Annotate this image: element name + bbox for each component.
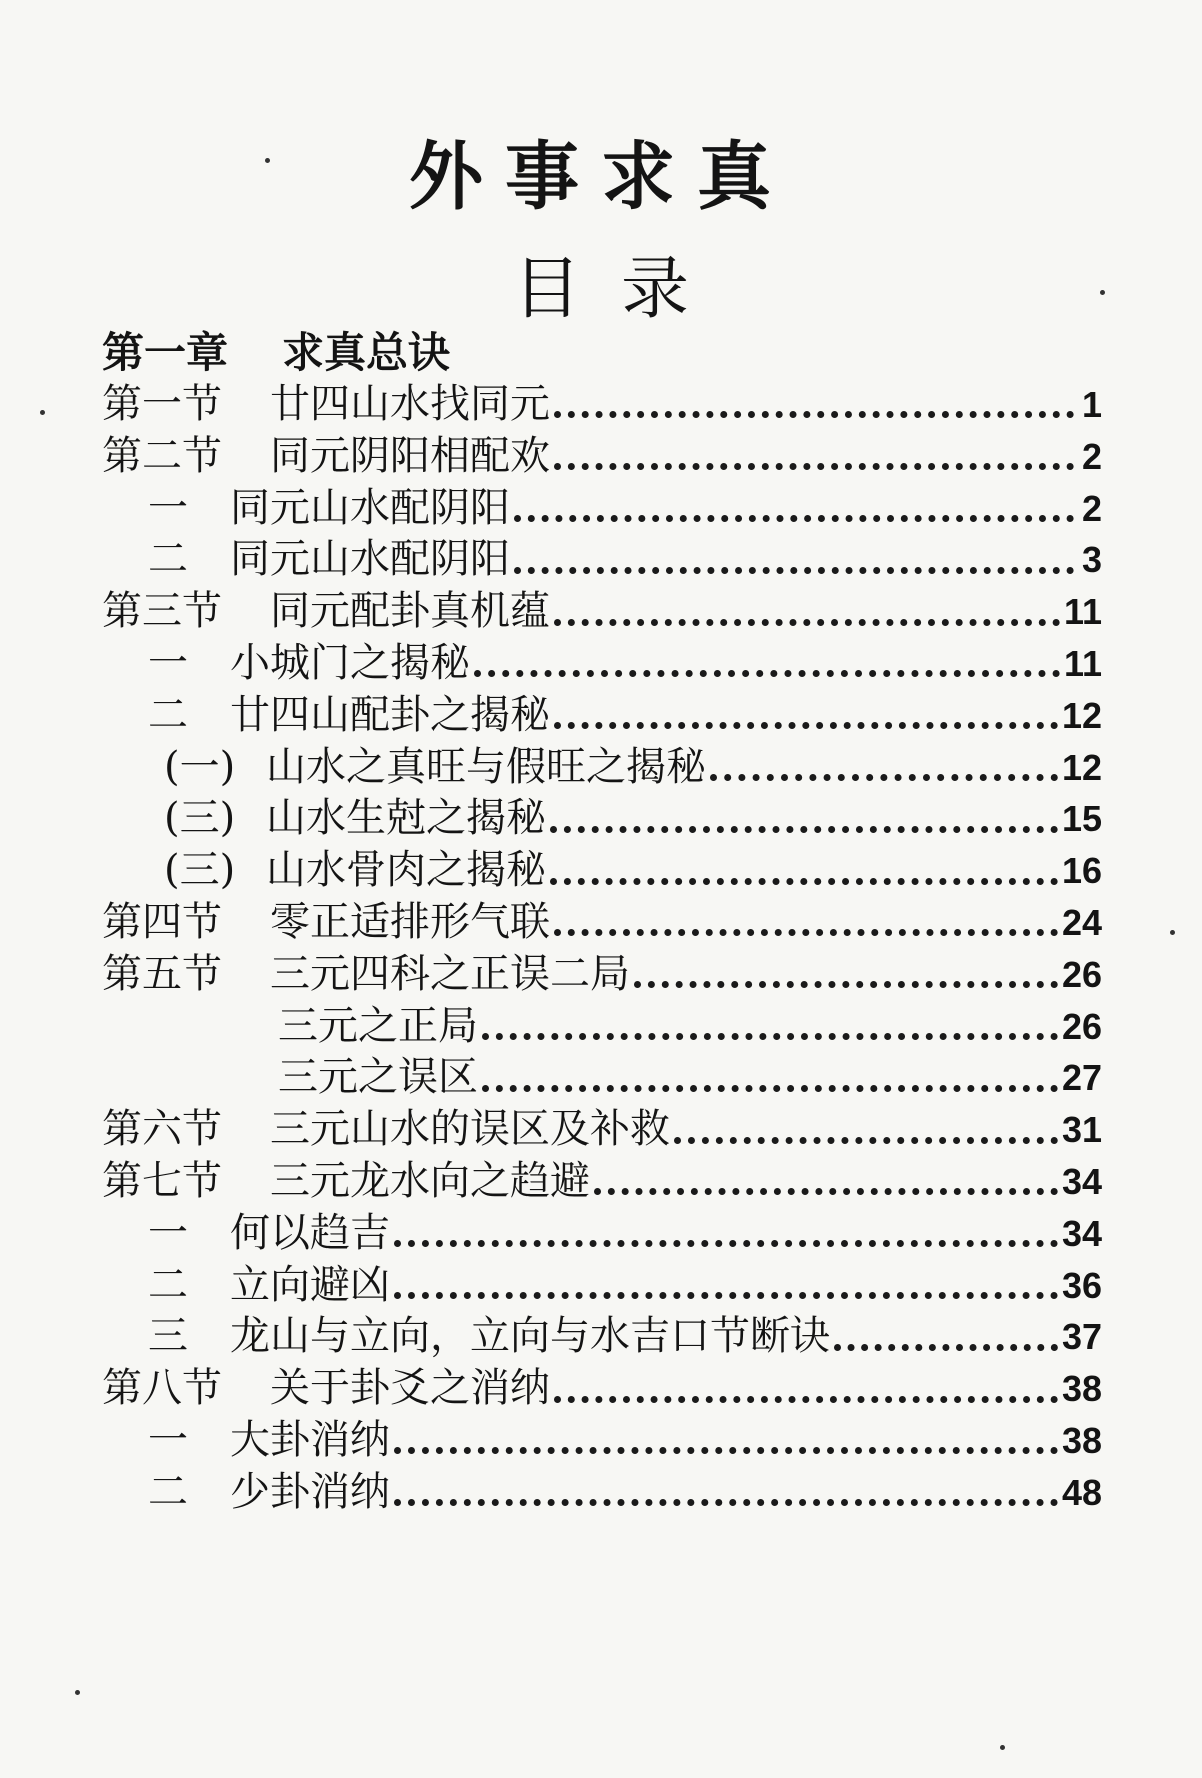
dot-leader: [550, 826, 1058, 833]
chapter-heading: [102, 327, 1102, 379]
toc-entry-title: 同元配卦真机蕴: [270, 588, 550, 635]
toc-entry-title: 零正适排形气联: [270, 898, 550, 945]
scan-speck: [1100, 290, 1105, 295]
chapter-title: 求真总诀: [282, 328, 451, 377]
toc-entry-page-number: 15: [1061, 798, 1102, 840]
toc-entry-page-number: 26: [1061, 1005, 1102, 1047]
toc-entry-title: 立向避凶: [230, 1261, 390, 1308]
toc-entry-title: 山水生尅之揭秘: [266, 795, 546, 842]
toc-entry-prefix: 第二节: [102, 432, 222, 479]
toc-entry-title: 三元山水的误区及补救: [270, 1106, 670, 1153]
toc-entry-prefix: 第四节: [102, 898, 222, 945]
toc-entry: [102, 1156, 1102, 1208]
dot-leader: [394, 1292, 1058, 1299]
toc-entry-title: 三元之正局: [278, 1002, 478, 1049]
chapter-label: 第一章: [102, 328, 229, 377]
toc-entry-page-number: 16: [1061, 850, 1102, 892]
toc-entry-title: 三元四科之正误二局: [270, 950, 630, 997]
toc-entry-prefix: 一: [148, 639, 188, 686]
toc-entry-title: 廿四山配卦之揭秘: [230, 691, 550, 738]
dot-leader: [394, 1447, 1058, 1454]
toc-entry-prefix: 第六节: [102, 1106, 222, 1153]
dot-leader: [554, 411, 1074, 418]
toc-entry-prefix: 一: [148, 1416, 188, 1463]
toc-entry-page-number: 12: [1061, 694, 1102, 736]
toc-entry: [102, 1052, 1102, 1104]
toc-entry-title: 三元之误区: [278, 1054, 478, 1101]
toc-entry: [102, 690, 1102, 742]
toc-entry-title: 何以趋吉: [230, 1209, 390, 1256]
book-title: 外事求真: [409, 134, 793, 220]
toc-entry-page-number: 1: [1081, 384, 1102, 425]
toc-entry-page-number: 38: [1061, 1419, 1102, 1461]
dot-leader: [710, 774, 1058, 781]
toc-entry: [102, 1311, 1102, 1363]
toc-entry-title: 龙山与立向，立向与水吉口节断诀: [230, 1313, 830, 1360]
scan-speck: [265, 158, 270, 163]
dot-leader: [514, 515, 1074, 522]
toc-entry: [102, 1260, 1102, 1312]
toc-entry-title: 同元山水配阴阳: [230, 484, 510, 531]
toc-entry-prefix: 三: [148, 1313, 188, 1360]
dot-leader: [394, 1240, 1058, 1247]
toc-entry-prefix: 第七节: [102, 1157, 222, 1204]
toc-entry-page-number: 34: [1061, 1160, 1102, 1202]
toc-entry: [102, 845, 1102, 897]
dot-leader: [594, 1188, 1058, 1195]
toc-entry-title: 小城门之揭秘: [230, 639, 470, 686]
toc-entry-page-number: 2: [1081, 487, 1102, 529]
dot-leader: [554, 929, 1058, 936]
toc-entry-page-number: 36: [1061, 1264, 1102, 1306]
toc-entry: [102, 638, 1102, 690]
toc-entry-prefix: 第三节: [102, 588, 222, 635]
scan-speck: [1170, 930, 1175, 935]
dot-leader: [554, 722, 1058, 729]
toc-entry-prefix: 二: [148, 536, 188, 583]
toc-entry-page-number: 3: [1081, 539, 1102, 581]
toc-entry-prefix: 第五节: [102, 950, 222, 997]
toc-entry-prefix: (一): [164, 743, 236, 790]
toc-entry: [102, 742, 1102, 794]
toc-entry: [102, 534, 1102, 586]
toc-entry-prefix: 二: [148, 1261, 188, 1308]
toc-entry-page-number: 26: [1061, 953, 1102, 995]
toc-entry: [102, 1467, 1102, 1519]
toc-entry-page-number: 48: [1061, 1471, 1102, 1513]
dot-leader: [514, 567, 1074, 574]
dot-leader: [474, 670, 1060, 677]
table-of-contents: [102, 327, 1102, 1519]
toc-entry-prefix: (三): [164, 795, 236, 842]
toc-entry-page-number: 38: [1061, 1368, 1102, 1410]
toc-entry-title: 同元山水配阴阳: [230, 536, 510, 583]
toc-entry-prefix: 第八节: [102, 1365, 222, 1412]
dot-leader: [550, 878, 1058, 885]
toc-entry-prefix: 二: [148, 1468, 188, 1515]
toc-entry-title: 山水骨肉之揭秘: [266, 847, 546, 894]
toc-entry-page-number: 2: [1081, 435, 1102, 477]
toc-entry-title: 三元龙水向之趋避: [270, 1157, 590, 1204]
dot-leader: [834, 1344, 1058, 1351]
toc-entry: [102, 483, 1102, 535]
dot-leader: [554, 619, 1060, 626]
toc-entry-prefix: 二: [148, 691, 188, 738]
dot-leader: [634, 981, 1058, 988]
scan-speck: [75, 1690, 80, 1695]
toc-entry: [102, 793, 1102, 845]
toc-entry-title: 廿四山水找同元: [270, 381, 550, 427]
toc-entry-title: 大卦消纳: [230, 1416, 390, 1463]
toc-entry: [102, 1208, 1102, 1260]
dot-leader: [554, 1396, 1058, 1403]
dot-leader: [674, 1137, 1058, 1144]
toc-entry: [102, 1363, 1102, 1415]
dot-leader: [482, 1033, 1058, 1040]
toc-entry-title: 少卦消纳: [230, 1468, 390, 1515]
dot-leader: [482, 1085, 1058, 1092]
toc-entry-prefix: 一: [148, 484, 188, 531]
toc-entry: [102, 431, 1102, 483]
toc-entry-title: 同元阴阳相配欢: [270, 432, 550, 479]
toc-entry-page-number: 31: [1061, 1109, 1102, 1151]
toc-entry-page-number: 12: [1061, 746, 1102, 788]
dot-leader: [554, 463, 1074, 470]
toc-entry: [102, 897, 1102, 949]
toc-entry-page-number: 27: [1061, 1057, 1102, 1099]
toc-heading: 目录: [512, 250, 729, 329]
scan-speck: [40, 410, 45, 415]
toc-entry: [102, 1001, 1102, 1053]
toc-entries: [102, 379, 1102, 1519]
toc-entry-title: 山水之真旺与假旺之揭秘: [266, 743, 706, 790]
toc-entry: [102, 949, 1102, 1001]
toc-entry-page-number: 11: [1063, 642, 1102, 684]
toc-entry: [102, 1104, 1102, 1156]
scan-speck: [1000, 1745, 1005, 1750]
toc-entry-page-number: 24: [1061, 901, 1102, 943]
dot-leader: [394, 1499, 1058, 1506]
toc-entry: [102, 586, 1102, 638]
toc-entry: [102, 379, 1102, 431]
toc-entry: [102, 1415, 1102, 1467]
toc-entry-prefix: 一: [148, 1209, 188, 1256]
toc-entry-prefix: 第一节: [102, 381, 222, 427]
toc-entry-page-number: 34: [1061, 1212, 1102, 1254]
toc-entry-page-number: 11: [1063, 591, 1102, 633]
toc-entry-page-number: 37: [1061, 1316, 1102, 1358]
toc-entry-title: 关于卦爻之消纳: [270, 1365, 550, 1412]
toc-entry-prefix: (三): [164, 847, 236, 894]
